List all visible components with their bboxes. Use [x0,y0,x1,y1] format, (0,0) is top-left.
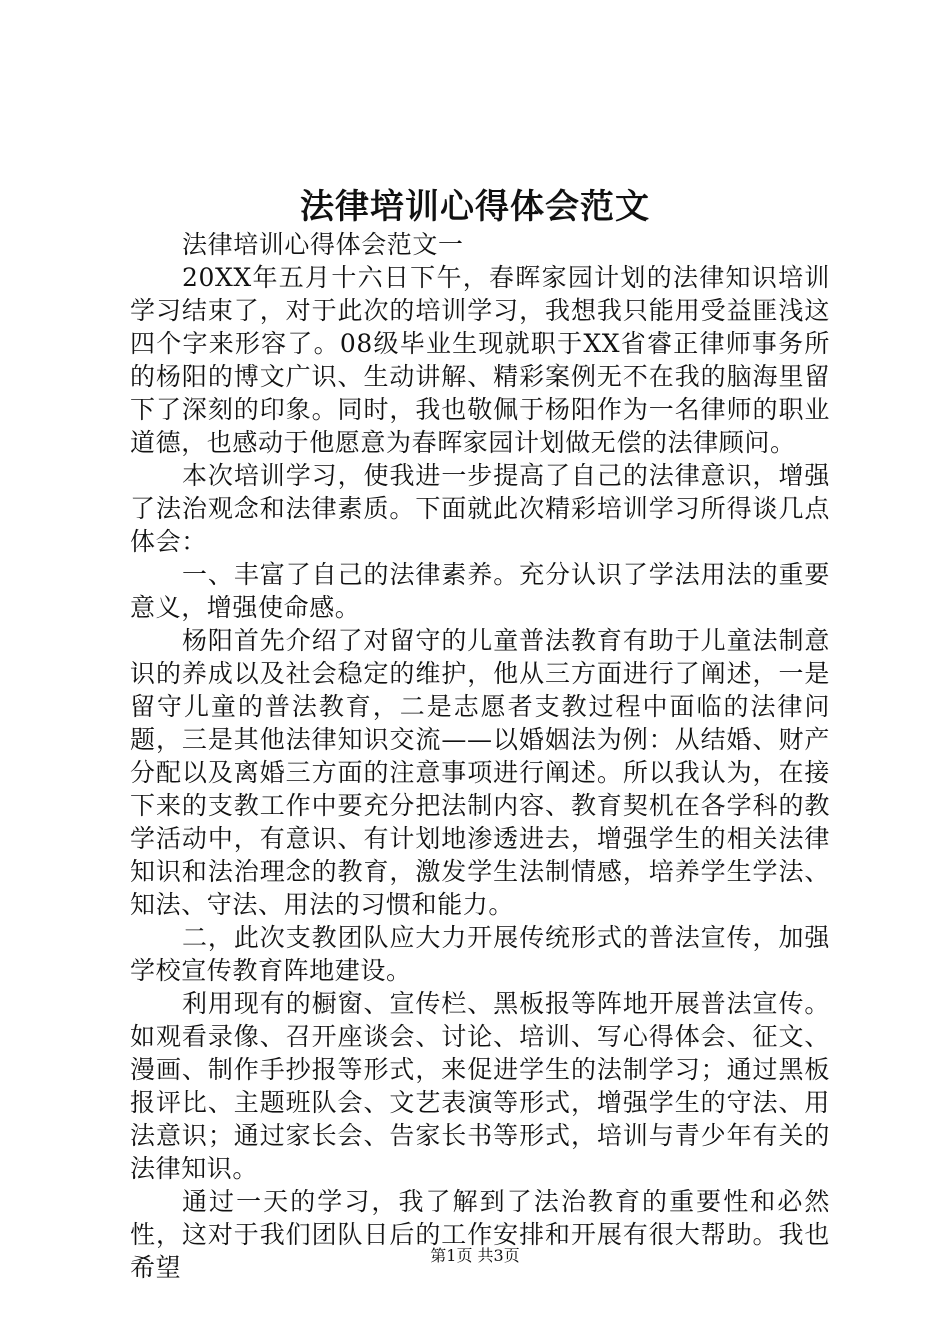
document-title: 法律培训心得体会范文 [300,187,650,227]
paragraph: 利用现有的橱窗、宣传栏、黑板报等阵地开展普法宣传。如观看录像、召开座谈会、讨论、培训、写心得体会、征文、漫画、制作手抄报等形式，来促进学生的法制学习；通过黑板报评比、主题班队会、文艺表演等形式，增强学生的守法、用法意识；通过家长会、告家长书等形式，培训与青少年有关的法律知识。 [130,989,830,1183]
paragraph-subtitle: 法律培训心得体会范文一 [182,230,464,259]
paragraph: 本次培训学习，使我进一步提高了自己的法律意识，增强了法治观念和法律素质。下面就此次精彩培训学习所得谈几点体会： [130,461,830,556]
page-footer [0,1246,950,1266]
page-total: 共3页 [477,1246,520,1265]
paragraph: 20XX年五月十六日下午，春晖家园计划的法律知识培训学习结束了，对于此次的培训学习，我想我只能用受益匪浅这四个字来形容了。08级毕业生现就职于XX省睿正律师事务所的杨阳的博文广识、生动讲解、精彩案例无不在我的脑海里留下了深刻的印象。同时，我也敬佩于杨阳作为一名律师的职业道德，也感动于他愿意为春晖家园计划做无偿的法律顾问。 [130,263,830,457]
paragraph: 一、丰富了自己的法律素养。充分认识了学法用法的重要意义，增强使命感。 [130,560,830,622]
paragraph: 杨阳首先介绍了对留守的儿童普法教育有助于儿童法制意识的养成以及社会稳定的维护，他从三方面进行了阐述，一是留守儿童的普法教育，二是志愿者支教过程中面临的法律问题，三是其他法律知识交流——以婚姻法为例：从结婚、财产分配以及离婚三方面的注意事项进行阐述。所以我认为，在接下来的支教工作中要充分把法制内容、教育契机在各学科的教学活动中，有意识、有计划地渗透进去，增强学生的相关法律知识和法治理念的教育，激发学生法制情感，培养学生学法、知法、守法、用法的习惯和能力。 [130,626,830,919]
paragraph: 通过一天的学习，我了解到了法治教育的重要性和必然性，这对于我们团队日后的工作安排和开展有很大帮助。我也希望 [130,1187,830,1282]
paragraph: 二，此次支教团队应大力开展传统形式的普法宣传，加强学校宣传教育阵地建设。 [130,923,830,985]
document-body [130,228,830,1284]
page-number: 第1页 [430,1246,473,1265]
